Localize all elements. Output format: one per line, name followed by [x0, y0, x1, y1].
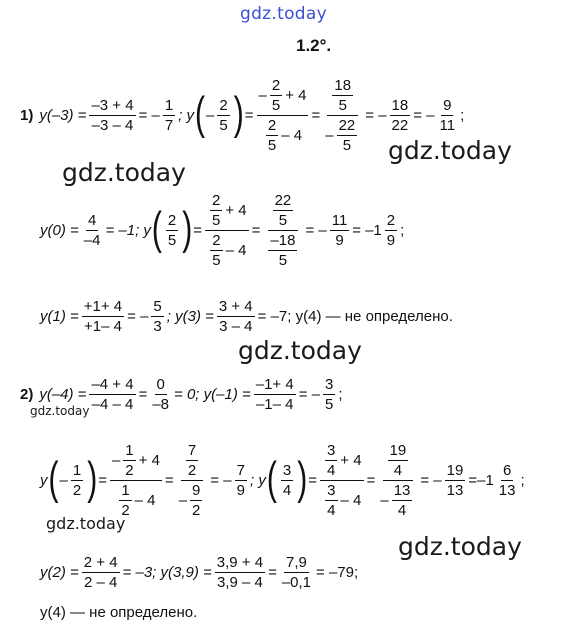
- watermark: gdz.today: [398, 532, 522, 561]
- fraction: $\frac{-4 + 4}{-4 - 4}$: [91, 375, 134, 413]
- exercise-title: 1.2°.: [296, 36, 332, 55]
- equation-row: y(0) = $\frac{4}{-4}$ = –1; y ( $\frac{2}{5}$ ) = $\frac{2}{5}$ + 4 $\frac{2}{5}$ – 4 = $\frac{\frac{22}{5}}{\frac{-18}{5}}$ = – $\frac{11}{9}$ = –1 $\frac{2}{9}$ ;: [40, 191, 405, 269]
- operator: = –: [138, 106, 160, 124]
- paren-close: ): [87, 454, 98, 504]
- expression: = –7; y(4) — не определено.: [257, 307, 453, 325]
- watermark: gdz.today: [238, 336, 362, 365]
- item-number: 2): [20, 385, 34, 403]
- complex-fraction: $\frac{3}{4}$ + 4 $\frac{3}{4}$ – 4: [320, 442, 364, 519]
- complex-fraction: – $\frac{2}{5}$ + 4 $\frac{2}{5}$ – 4: [258, 76, 307, 154]
- fraction: $\frac{2}{5}$: [167, 211, 177, 249]
- complex-fraction: $\frac{7}{2}$ – $\frac{9}{2}$: [177, 442, 208, 519]
- expression: y: [40, 471, 48, 489]
- fraction: $\frac{4}{-4}$: [83, 211, 101, 249]
- fraction: $\frac{7,9}{-0,1}$: [281, 553, 312, 591]
- fraction: $\frac{2 + 4}{2 - 4}$: [83, 553, 118, 591]
- expression: y(–3) =: [39, 106, 87, 124]
- equation-row: y ( – $\frac{1}{2}$ ) = – $\frac{1}{2}$ + 4 $\frac{1}{2}$ – 4 = $\frac{7}{2}$ – $\frac{9}{2}$ = – $\frac{7}{9}$ ; y ( $\frac{3}{4}$ ) = $\frac{3}{4}$ + 4 $\frac{3}{4}$ – 4 = $\frac{19}{4}$ – $\frac{13}{4}$ = – $\frac{19}{13}$ = –1 $\frac{6}{13}$ ;: [40, 441, 525, 519]
- fraction: $\frac{1}{2}$: [72, 461, 82, 499]
- fraction: $\frac{3}{5}$: [325, 375, 334, 413]
- paren-close: ): [297, 454, 308, 504]
- expression: y(–4) =: [39, 385, 87, 403]
- watermark: gdz.today: [62, 158, 186, 187]
- equation-row: y(1) = $\frac{+1+ 4}{+1- 4}$ = – $\frac{5}{3}$ ; y(3) = $\frac{3 + 4}{3 - 4}$ = –7; y(4) — не определено.: [40, 297, 453, 335]
- equation-row: 2) y(–4) = $\frac{-4 + 4}{-4 - 4}$ = $\frac{0}{-8}$ = 0; y(–1) = $\frac{-1+ 4}{-1- 4}$ = – $\frac{3}{5}$ ;: [20, 375, 343, 413]
- fraction: $\frac{18}{22}$: [391, 96, 409, 134]
- expression: y(0) =: [40, 221, 79, 239]
- fraction: $\frac{6}{13}$: [498, 461, 516, 499]
- watermark: gdz.today: [388, 136, 512, 165]
- expression: y(2) =: [40, 563, 79, 581]
- watermark: gdz.today: [30, 404, 90, 418]
- fraction: $\frac{7}{9}$: [236, 461, 245, 499]
- paren-open: (: [195, 89, 206, 139]
- fraction: $\frac{3 + 4}{3 - 4}$: [218, 297, 253, 335]
- fraction: $\frac{5}{3}$: [153, 297, 162, 335]
- fraction: $\frac{9}{11}$: [439, 96, 456, 134]
- expression: y(4) — не определено.: [40, 603, 198, 621]
- paren-close: ): [233, 89, 244, 139]
- fraction: $\frac{+1+ 4}{+1- 4}$: [83, 297, 123, 335]
- fraction: $\frac{-1+ 4}{-1- 4}$: [255, 375, 294, 413]
- expression: = –1; y: [105, 221, 151, 239]
- fraction: $\frac{-3 + 4}{-3 - 4}$: [91, 96, 134, 134]
- complex-fraction: $\frac{2}{5}$ + 4 $\frac{2}{5}$ – 4: [205, 192, 249, 269]
- equation-row: [40, 600, 197, 624]
- fraction: $\frac{3,9 + 4}{3,9 - 4}$: [216, 553, 264, 591]
- watermark-top: gdz.today: [240, 4, 327, 24]
- paren-close: ): [182, 204, 193, 254]
- equation-row: y(2) = $\frac{2 + 4}{2 - 4}$ = –3; y(3,9) = $\frac{3,9 + 4}{3,9 - 4}$ = $\frac{7,9}{-0,1}$ = –79;: [40, 553, 359, 591]
- watermark: gdz.today: [46, 514, 126, 533]
- complex-fraction: $\frac{18}{5}$ – $\frac{22}{5}$: [323, 77, 362, 154]
- fraction: $\frac{2}{9}$: [386, 211, 396, 249]
- paren-open: (: [266, 454, 277, 504]
- complex-fraction: $\frac{19}{4}$ – $\frac{13}{4}$: [378, 442, 417, 519]
- fraction: $\frac{11}{9}$: [331, 211, 348, 249]
- fraction: $\frac{0}{-8}$: [152, 375, 170, 413]
- paren-open: (: [48, 454, 59, 504]
- fraction: $\frac{3}{4}$: [282, 461, 292, 499]
- fraction: $\frac{2}{5}$: [219, 96, 228, 134]
- complex-fraction: $\frac{\frac{22}{5}}{\frac{-18}{5}}$: [263, 192, 302, 269]
- complex-fraction: – $\frac{1}{2}$ + 4 $\frac{1}{2}$ – 4: [111, 441, 160, 519]
- fraction: $\frac{1}{7}$: [164, 96, 174, 134]
- paren-open: (: [151, 204, 162, 254]
- equation-row: 1) y(–3) = $\frac{-3 + 4}{-3 - 4}$ = – $\frac{1}{7}$ ; y ( – $\frac{2}{5}$ ) = – $\frac{2}{5}$ + 4 $\frac{2}{5}$ – 4 = $\frac{18}{5}$ – $\frac{22}{5}$ = – $\frac{18}{22}$ = – $\frac{9}{11}$ ;: [20, 76, 465, 154]
- expression: ; y: [178, 106, 195, 124]
- fraction: $\frac{19}{13}$: [446, 461, 464, 499]
- item-number: 1): [20, 106, 34, 124]
- expression: y(1) =: [40, 307, 79, 325]
